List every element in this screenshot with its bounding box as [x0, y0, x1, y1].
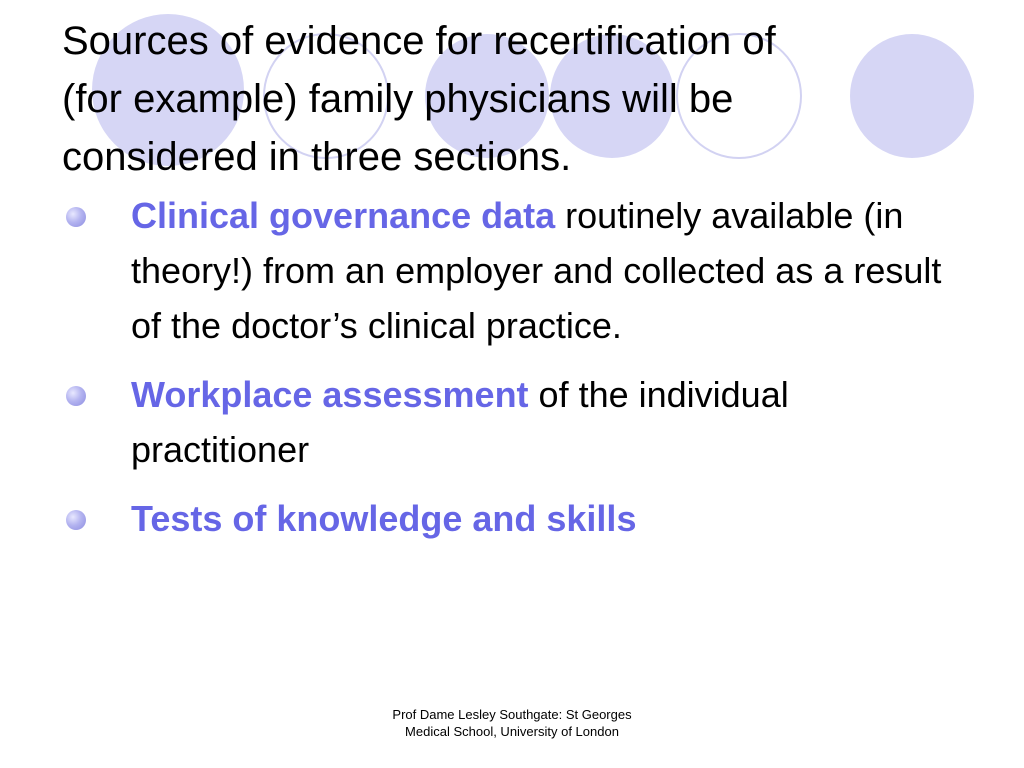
title-line: (for example) family physicians will be: [62, 77, 734, 121]
circle-bullet-icon: [66, 207, 86, 227]
title-line: Sources of evidence for recertification of: [62, 19, 776, 63]
bullet-emphasis: Workplace assessment: [131, 374, 529, 415]
footer-line: Prof Dame Lesley Southgate: St Georges: [392, 707, 632, 722]
bullet-list: [0, 188, 1024, 546]
slide-title: [62, 12, 962, 186]
bullet-emphasis: Tests of knowledge and skills: [131, 498, 637, 539]
bullet-text: of the individual practitioner: [131, 374, 789, 470]
circle-bullet-icon: [66, 386, 86, 406]
bullet-item: [0, 367, 971, 477]
bullet-text: routinely available (in theory!) from an employer and collected as a result of the doctor’s clinical practice.: [131, 195, 942, 346]
title-line: considered in three sections.: [62, 135, 572, 179]
bullet-item: [0, 188, 971, 353]
bullet-item: [0, 491, 971, 546]
bullet-emphasis: Clinical governance data: [131, 195, 556, 236]
footer-line: Medical School, University of London: [405, 724, 619, 739]
slide-footer: [342, 706, 682, 740]
circle-bullet-icon: [66, 510, 86, 530]
